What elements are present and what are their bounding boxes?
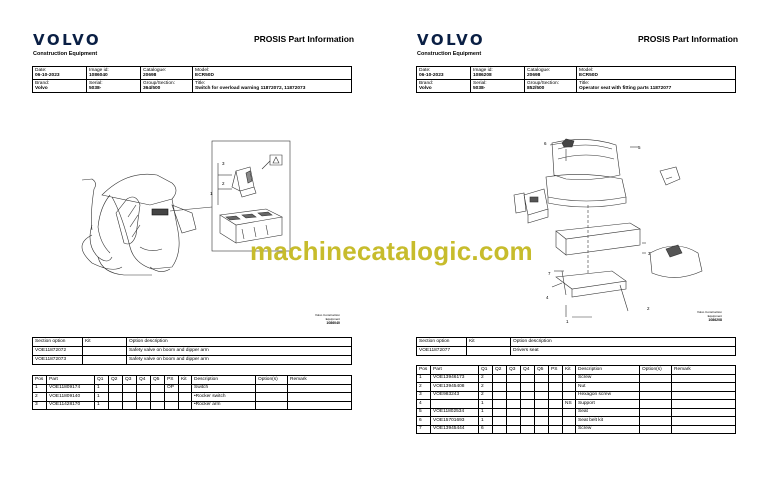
callout-7: 7 <box>548 271 551 276</box>
section-row: VOE11872072 Safety valve on boom and dipper arm <box>33 347 352 356</box>
serial-cell: Serial: 5038- <box>87 80 141 93</box>
callout-5: 5 <box>638 145 641 150</box>
part-info-table <box>416 66 736 93</box>
image-id-cell: Image id: 1086208 <box>471 67 525 80</box>
parts-header-row: Pos Part Q1 Q2 Q3 Q4 Q5 PS Kit Description Option(s) Remark <box>33 376 352 385</box>
operator-seat-exploded-drawing <box>416 135 736 325</box>
brand-cell: Brand: Volvo <box>417 80 471 93</box>
callout-2: 2 <box>222 181 225 186</box>
page-title: PROSIS Part Information <box>254 34 355 44</box>
table-row: 3 VOE983243 2 Hexagon screw <box>417 391 736 400</box>
title-cell: Title: Operator seat with fitting parts 11872077 <box>577 80 736 93</box>
table-row: 4 1 NS Support <box>417 400 736 409</box>
table-row: 1 VOE13946173 2 Screw <box>417 374 736 383</box>
callout-3: 3 <box>222 161 225 166</box>
section-option-header: Section option <box>33 338 83 347</box>
volvo-logo: VOLVO <box>33 31 102 49</box>
date-cell: Date: 06-10-2023 <box>33 67 87 80</box>
part-info-table <box>32 66 352 93</box>
callout-1: 1 <box>566 319 569 324</box>
parts-table <box>32 375 352 410</box>
table-row: 7 VOE13945444 6 Screw <box>417 425 736 434</box>
section-row: VOE11872073 Safety valve on boom and dipper arm <box>33 356 352 365</box>
parts-header-row: Pos Part Q1 Q2 Q3 Q4 Q5 PS Kit Description Option(s) Remark <box>417 366 736 375</box>
catalogue-cell: Catalogue: 20698 <box>141 67 193 80</box>
callout-3: 3 <box>648 251 651 256</box>
catalogue-cell: Catalogue: 20698 <box>525 67 577 80</box>
brand-cell: Brand: Volvo <box>33 80 87 93</box>
callout-2: 2 <box>647 306 650 311</box>
callout-4: 4 <box>546 295 549 300</box>
model-cell: Model: ECR50D <box>193 67 352 80</box>
date-cell: Date: 06-10-2023 <box>417 67 471 80</box>
section-option-table <box>32 337 352 365</box>
section-option-header: Section option <box>417 338 467 347</box>
table-row: 2 VOE11809140 1 •Rocker switch <box>33 393 352 402</box>
watermark-text: machinecatalogic.com <box>250 236 533 266</box>
option-description-header: Option description <box>511 338 736 347</box>
table-row: 1 VOE11809174 1 OP Switch <box>33 384 352 393</box>
construction-equipment-label: Construction Equipment <box>417 51 482 57</box>
table-row: 5 VOE11802534 1 Seat <box>417 408 736 417</box>
switch-exploded-drawing <box>32 135 352 325</box>
parts-table <box>416 365 736 434</box>
image-reference: Volvo Construction Equipment 1086208 <box>697 310 723 323</box>
callout-6: 6 <box>544 141 547 146</box>
title-cell: Title: Switch for overload warning 11872072, 11872073 <box>193 80 352 93</box>
image-reference: Volvo Construction Equipment 1086040 <box>315 313 341 326</box>
callout-1: 1 <box>210 191 213 196</box>
section-row: VOE11872077 Drivers seat <box>417 347 736 356</box>
kit-header: Kit <box>467 338 511 347</box>
group-cell: Group/Section: 364/500 <box>141 80 193 93</box>
table-row: 6 VOE15701693 1 Seat belt kit <box>417 417 736 426</box>
construction-equipment-label: Construction Equipment <box>33 51 98 57</box>
section-option-table <box>416 337 736 356</box>
image-id-cell: Image id: 1086040 <box>87 67 141 80</box>
model-cell: Model: ECR50D <box>577 67 736 80</box>
table-row: 3 VOE11428170 1 •Rocker arm <box>33 401 352 410</box>
serial-cell: Serial: 5038- <box>471 80 525 93</box>
option-description-header: Option description <box>127 338 352 347</box>
volvo-logo: VOLVO <box>417 31 486 49</box>
table-row: 2 VOE13945408 2 Nut <box>417 383 736 392</box>
group-cell: Group/Section: 852/500 <box>525 80 577 93</box>
page-title: PROSIS Part Information <box>638 34 739 44</box>
kit-header: Kit <box>83 338 127 347</box>
